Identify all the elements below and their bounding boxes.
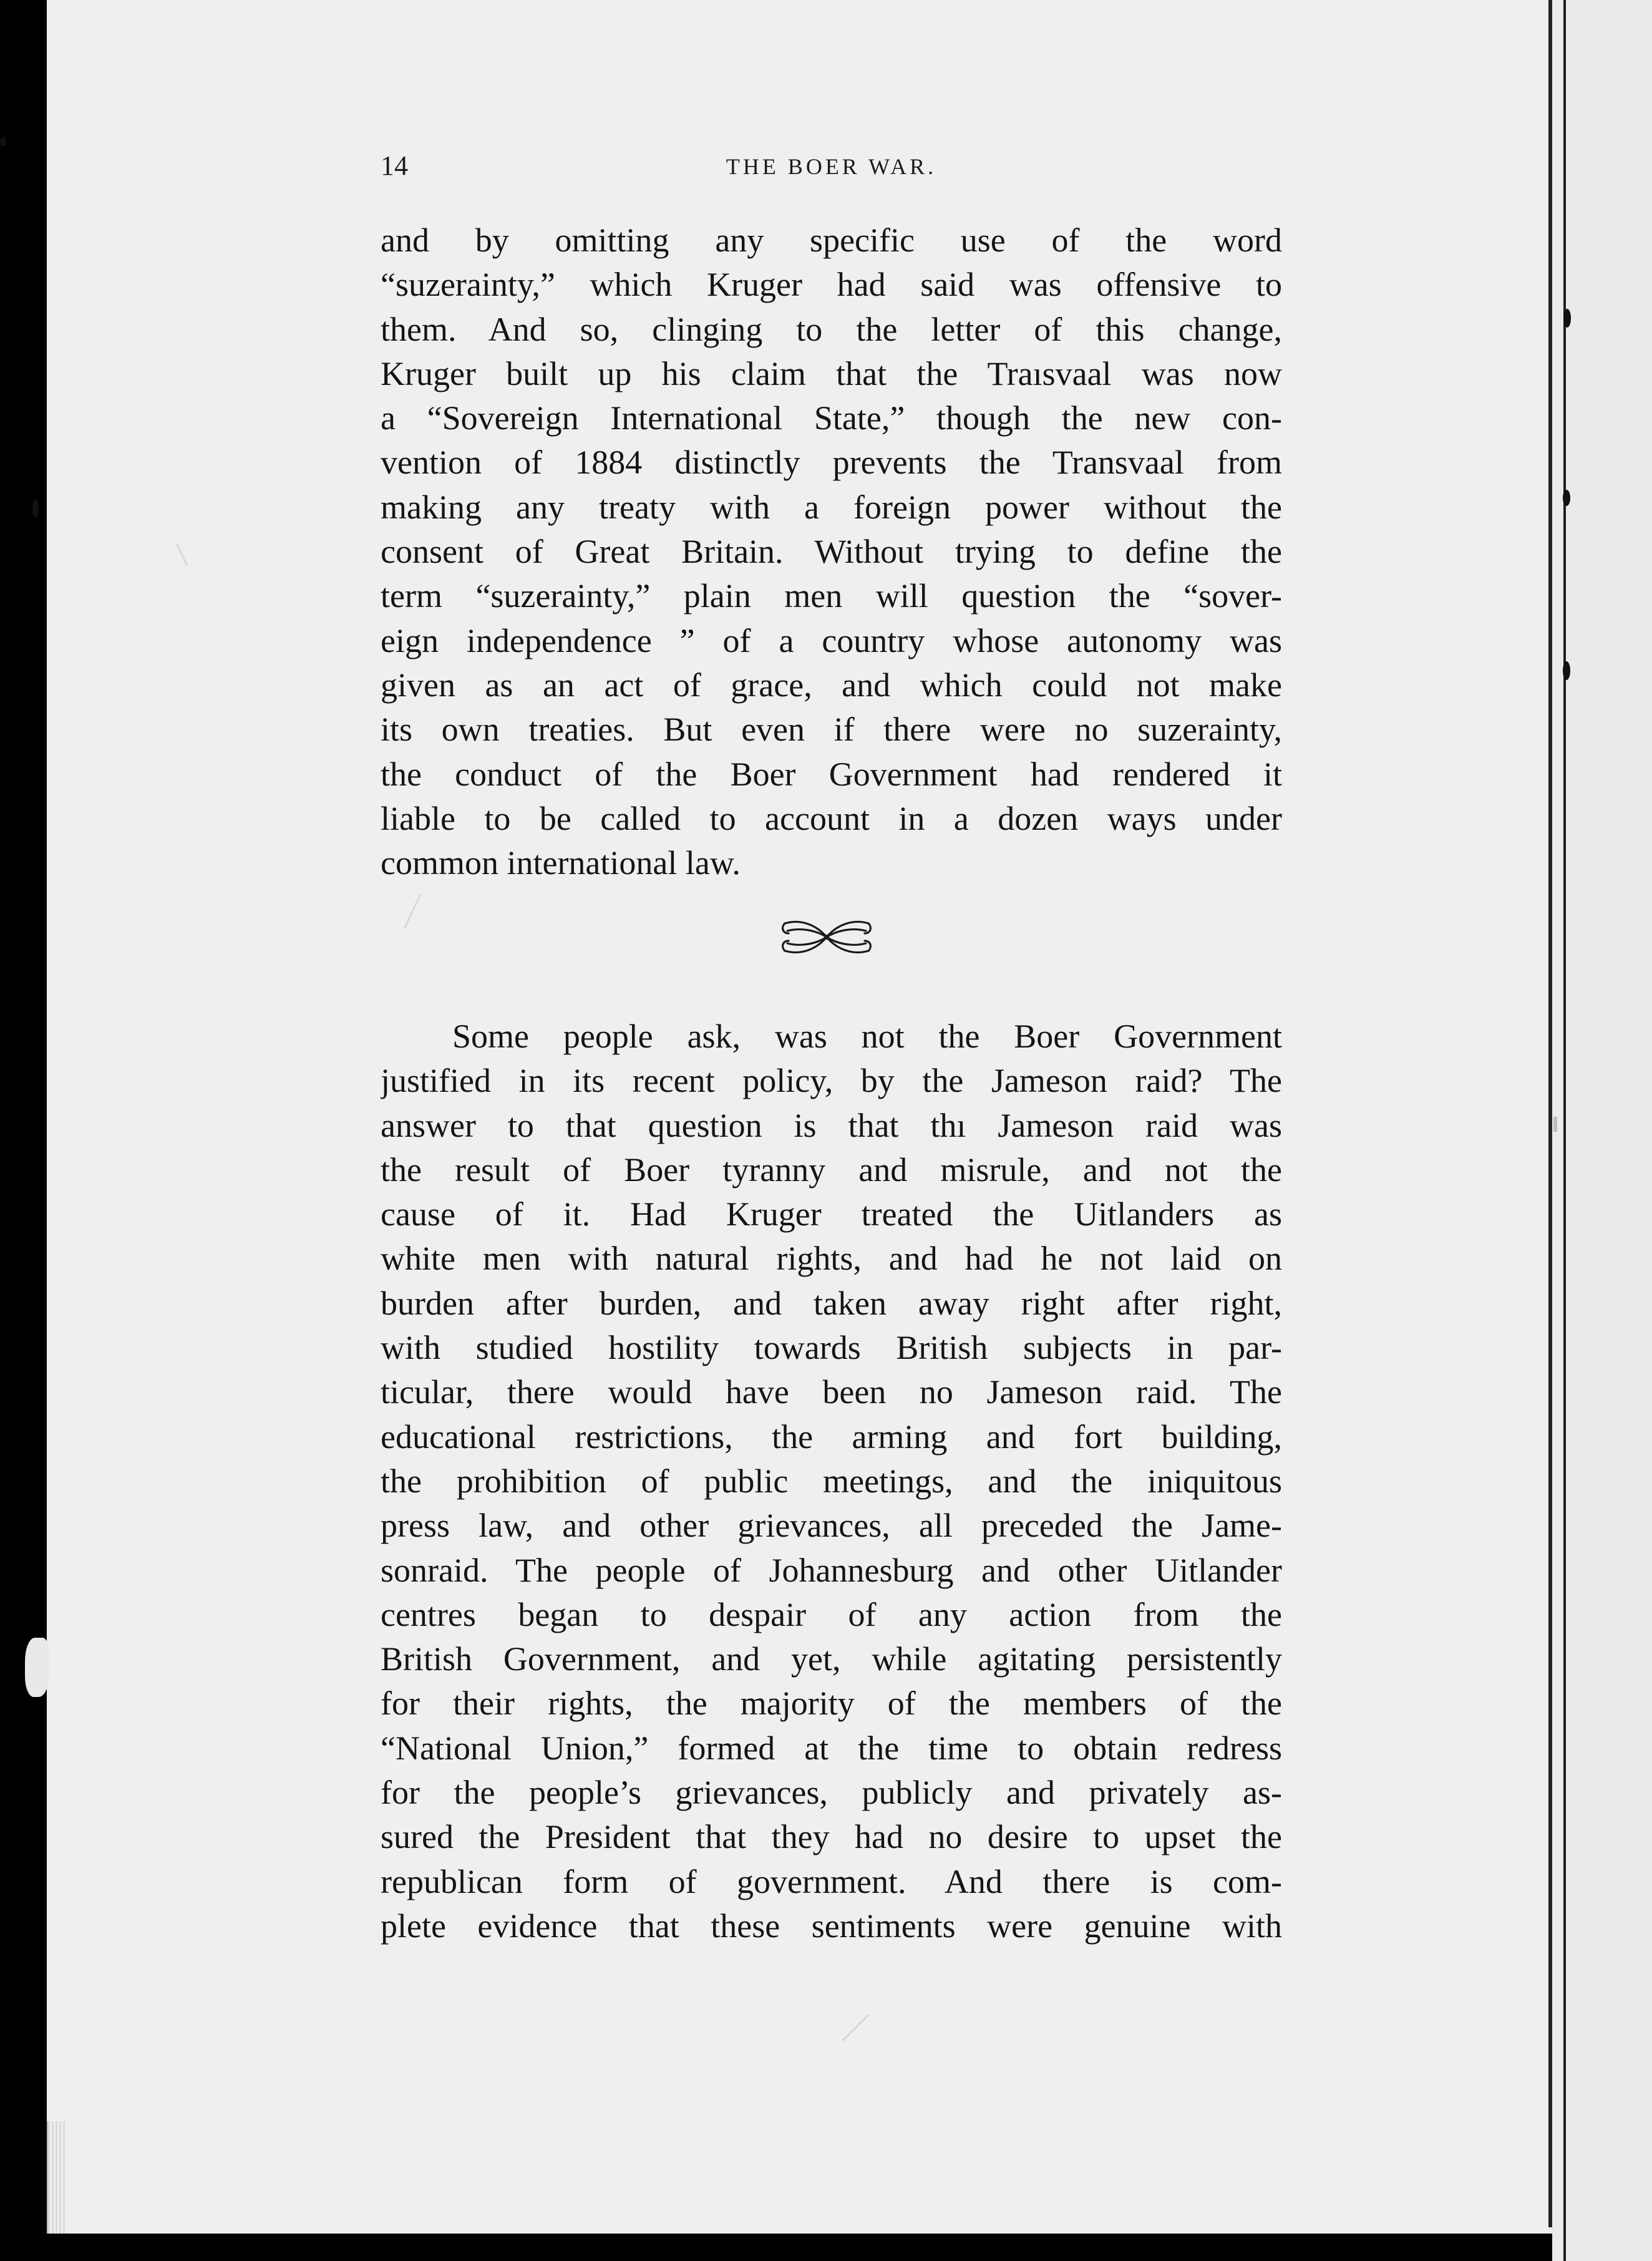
text-line: “suzerainty,” which Kruger had said was offensive to xyxy=(381,266,1282,304)
text-line: and by omitting any specific use of the word xyxy=(381,221,1282,259)
text-line: given as an act of grace, and which could not make xyxy=(381,666,1282,704)
binding-mark xyxy=(1563,490,1570,506)
text-line: its own treaties. But even if there were no suzerainty, xyxy=(381,711,1282,749)
text-line: centres began to despair of any action from the xyxy=(381,1595,1282,1633)
text-line: the prohibition of public meetings, and the iniquitous xyxy=(381,1462,1282,1500)
facing-page-sliver xyxy=(1552,0,1652,2261)
text-line: a “Sovereign International State,” though the new con- xyxy=(381,399,1282,437)
text-line: term “suzerainty,” plain men will question the “sover- xyxy=(381,577,1282,615)
fleuron-ornament-icon xyxy=(780,912,873,962)
text-line: the conduct of the Boer Government had rendered it xyxy=(381,755,1282,793)
text-line: sonraid. The people of Johannesburg and other Uitlander xyxy=(381,1551,1282,1589)
text-line: eign independence ” of a country whose autonomy was xyxy=(381,621,1282,659)
binding-mark xyxy=(1563,661,1570,680)
text-line: educational restrictions, the arming and fort building, xyxy=(381,1417,1282,1456)
edge-mark xyxy=(32,499,39,518)
text-line: with studied hostility towards British subjects in par- xyxy=(381,1329,1282,1367)
paragraph-2 xyxy=(381,1014,1282,1948)
text-line: answer to that question is that thı Jameson raid was xyxy=(381,1106,1282,1144)
text-line: common international law. xyxy=(381,844,741,882)
text-line: burden after burden, and taken away right after right, xyxy=(381,1284,1282,1322)
text-line: cause of it. Had Kruger treated the Uitlanders as xyxy=(381,1195,1282,1233)
text-line: ticular, there would have been no Jameson raid. The xyxy=(381,1373,1282,1411)
page-header xyxy=(381,150,1282,193)
paper-scrap xyxy=(25,1638,50,1697)
text-line: sured the President that they had no desire to upset the xyxy=(381,1818,1282,1856)
edge-mark xyxy=(0,137,6,146)
text-line: plete evidence that these sentiments were genuine with xyxy=(381,1907,1282,1945)
page-edge-stack xyxy=(47,2121,67,2234)
text-line: press law, and other grievances, all preceded the Jame- xyxy=(381,1507,1282,1545)
paragraph-1 xyxy=(381,218,1282,885)
text-line: vention of 1884 distinctly prevents the Transvaal from xyxy=(381,444,1282,482)
paper-speck xyxy=(1553,1117,1557,1132)
binding-mark xyxy=(1563,309,1571,328)
facing-page-edge xyxy=(1563,0,1566,2261)
text-line: them. And so, clinging to the letter of this change, xyxy=(381,310,1282,348)
text-line: for their rights, the majority of the members of the xyxy=(381,1685,1282,1723)
text-line: consent of Great Britain. Without trying to define the xyxy=(381,533,1282,571)
text-line: “National Union,” formed at the time to obtain redress xyxy=(381,1729,1282,1767)
text-line: justified in its recent policy, by the Jameson raid? The xyxy=(381,1062,1282,1100)
text-line: liable to be called to account in a dozen ways under xyxy=(381,799,1282,837)
text-line: Kruger built up his claim that the Traısvaal was now xyxy=(381,354,1282,392)
text-line: British Government, and yet, while agitating persistently xyxy=(381,1640,1282,1678)
text-line: white men with natural rights, and had he not laid on xyxy=(381,1240,1282,1278)
running-head: THE BOER WAR. xyxy=(726,154,937,179)
text-line: making any treaty with a foreign power without the xyxy=(381,488,1282,526)
text-line: Some people ask, was not the Boer Government xyxy=(452,1018,1282,1055)
page-number: 14 xyxy=(381,150,408,181)
text-line: the result of Boer tyranny and misrule, and not the xyxy=(381,1150,1282,1189)
text-line: republican form of government. And there is com- xyxy=(381,1862,1282,1900)
text-line: for the people’s grievances, publicly and privately as- xyxy=(381,1774,1282,1812)
